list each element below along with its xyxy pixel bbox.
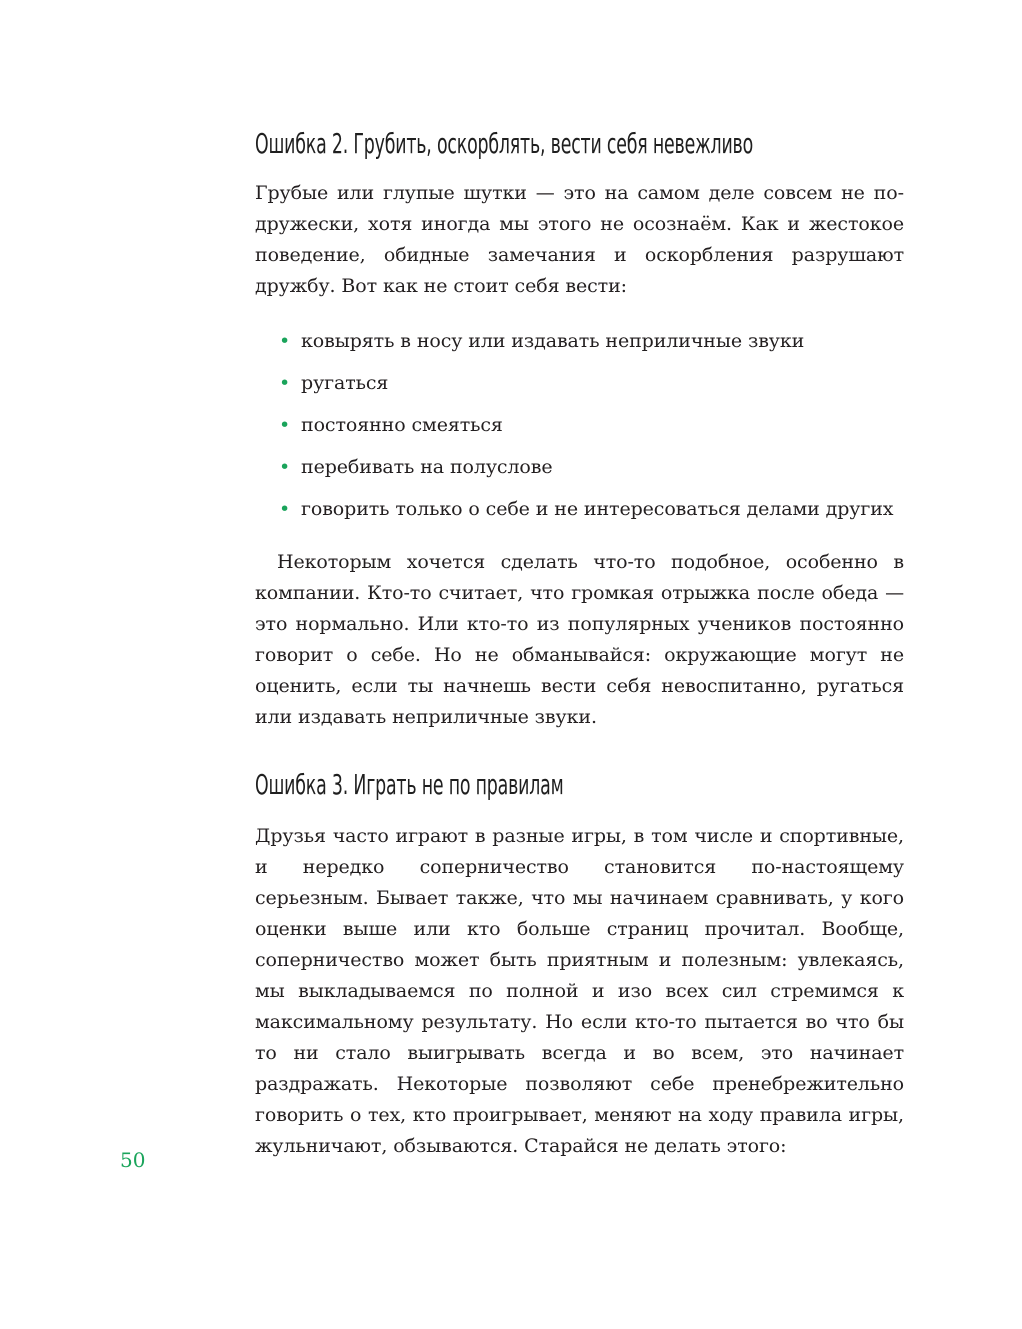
bullet-icon: • <box>279 330 291 352</box>
paragraph-intro: Грубые или глупые шутки — это на самом деле совсем не подружески, хотя иногда мы этого не осознаём. Как и жестокое поведение, обидные замечания и оскорбления разрушают дружбу. Вот как не стоит себя вести: <box>255 182 904 297</box>
bullet-list <box>255 329 904 521</box>
list-item <box>279 497 904 521</box>
bullet-icon: • <box>279 456 291 478</box>
paragraph-rivalry: Друзья часто играют в разные игры, в том числе и спортивные, и нередко соперничество становится по-настоящему серьезным. Бывает также, что мы начинаем сравнивать, у кого оценки выше или кто больше страниц прочитал. Вообще, соперничество может быть приятным и полезным: увлекаясь, мы выкладываемся по полной и изо всех сил стремимся к максимальному результату. Но если кто-то пытается во что бы то ни стало выигрывать всегда и во всем, это начинает раздражать. Некоторые позволяют себе пренебрежительно говорить о тех, кто проигрывает, меняют на ходу правила игры, жульничают, обзываются. Старайся не делать этого: <box>255 825 904 1157</box>
list-item-text: перебивать на полуслове <box>301 456 553 478</box>
section-heading-mistake-2: Ошибка 2. Грубить, оскорблять, вести себя невежливо <box>255 127 754 160</box>
list-item-text: ругаться <box>301 372 389 394</box>
list-item-text: постоянно смеяться <box>301 414 503 436</box>
page-content <box>255 122 904 1162</box>
list-item <box>279 455 904 479</box>
list-item-text: ковырять в носу или издавать неприличные звуки <box>301 330 805 352</box>
page-number: 50 <box>120 1148 146 1172</box>
bullet-icon: • <box>279 372 291 394</box>
list-item <box>279 413 904 437</box>
list-item <box>279 329 904 353</box>
list-item-text: говорить только о себе и не интересоваться делами других <box>301 498 894 520</box>
bullet-icon: • <box>279 414 291 436</box>
bullet-icon: • <box>279 498 291 520</box>
list-item <box>279 371 904 395</box>
section-heading-mistake-3: Ошибка 3. Играть не по правилам <box>255 768 564 801</box>
paragraph-after-list: Некоторым хочется сделать что-то подобное, особенно в компании. Кто-то считает, что громкая отрыжка после обеда — это нормально. Или кто-то из популярных учеников постоянно говорит о себе. Но не обманывайся: окружающие могут не оценить, если ты начнешь вести себя невоспитанно, ругаться или издавать неприличные звуки. <box>255 551 904 728</box>
